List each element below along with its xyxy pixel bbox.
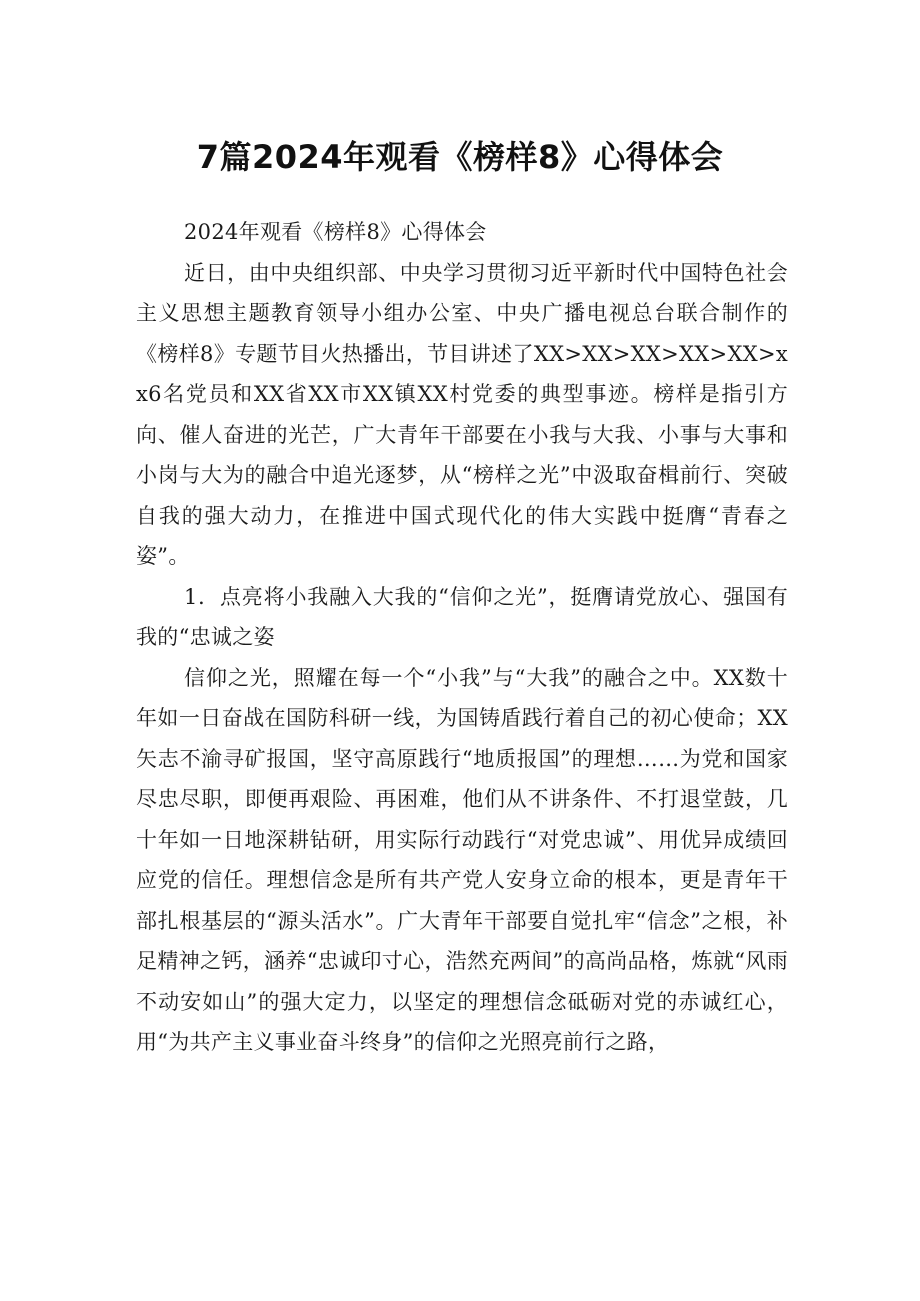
body-paragraph: 信仰之光，照耀在每一个“小我”与“大我”的融合之中。XX数十年如一日奋战在国防科研一线，为国铸盾践行着自己的初心使命；XX矢志不渝寻矿报国，坚守高原践行“地质报国”的理想……为党和国家尽忠尽职，即便再艰险、再困难，他们从不讲条件、不打退堂鼓，几十年如一日地深耕钻研，用实际行动践行“对党忠诚”、用优异成绩回应党的信任。理想信念是所有共产党人安身立命的根本，更是青年干部扎根基层的“源头活水”。广大青年干部要自觉扎牢“信念”之根，补足精神之钙，涵养“忠诚印寸心，浩然充两间”的高尚品格，炼就“风雨不动安如山”的强大定力，以坚定的理想信念砥砺对党的赤诚红心，用“为共产主义事业奋斗终身”的信仰之光照亮前行之路， bbox=[136, 665, 788, 1054]
subtitle-paragraph: 2024年观看《榜样8》心得体会 bbox=[184, 220, 487, 244]
document-title: 7篇2024年观看《榜样8》心得体会 bbox=[196, 138, 724, 177]
section-heading-1: 1．点亮将小我融入大我的“信仰之光”，挺膺请党放心、强国有我的“忠诚之姿 bbox=[136, 584, 788, 649]
intro-paragraph: 近日，由中央组织部、中央学习贯彻习近平新时代中国特色社会主义思想主题教育领导小组办公室、中央广播电视总台联合制作的《榜样8》专题节目火热播出，节目讲述了XX>XX>XX>XX>XX>xx6名党员和XX省XX市XX镇XX村党委的典型事迹。榜样是指引方向、催人奋进的光芒，广大青年干部要在小我与大我、小事与大事和小岗与大为的融合中追光逐梦，从“榜样之光”中汲取奋楫前行、突破自我的强大动力，在推进中国式现代化的伟大实践中挺膺“青春之姿”。 bbox=[136, 260, 788, 568]
document-body bbox=[136, 212, 788, 1063]
